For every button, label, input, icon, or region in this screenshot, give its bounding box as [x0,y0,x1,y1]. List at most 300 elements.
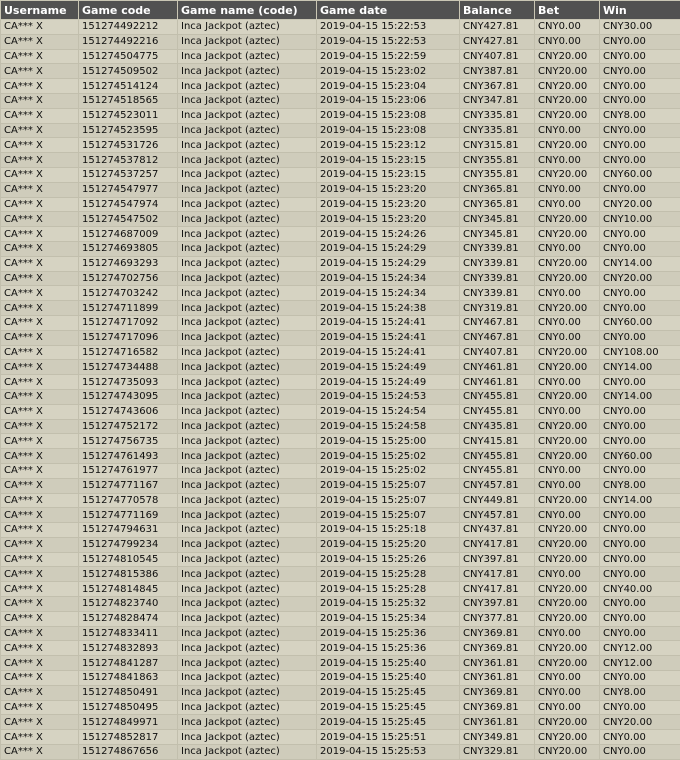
game-code-cell: 151274693805 [79,241,178,256]
bet-cell: CNY0.00 [535,315,600,330]
username-cell: CA*** X [1,537,79,552]
table-row [1,286,680,301]
bet-cell: CNY0.00 [535,685,600,700]
game-name-cell: Inca Jackpot (aztec) [178,641,317,656]
game-code-cell: 151274711899 [79,301,178,316]
bet-cell: CNY0.00 [535,567,600,582]
bet-cell: CNY0.00 [535,700,600,715]
table-row [1,153,680,168]
game-name-cell: Inca Jackpot (aztec) [178,700,317,715]
username-cell: CA*** X [1,730,79,745]
table-row [1,271,680,286]
table-header [1,1,680,20]
game-name-cell: Inca Jackpot (aztec) [178,389,317,404]
bet-cell: CNY20.00 [535,256,600,271]
bet-cell: CNY20.00 [535,745,600,760]
table-row [1,715,680,730]
table-row [1,20,680,35]
win-cell: CNY60.00 [600,449,680,464]
game-name-cell: Inca Jackpot (aztec) [178,93,317,108]
game-date-cell: 2019-04-15 15:25:20 [317,537,460,552]
column-header-game-date[interactable]: Game date [317,1,460,20]
game-date-cell: 2019-04-15 15:25:28 [317,582,460,597]
win-cell: CNY0.00 [600,182,680,197]
game-name-cell: Inca Jackpot (aztec) [178,241,317,256]
game-date-cell: 2019-04-15 15:23:02 [317,64,460,79]
game-name-cell: Inca Jackpot (aztec) [178,611,317,626]
win-cell: CNY0.00 [600,626,680,641]
table-row [1,671,680,686]
balance-cell: CNY347.81 [460,93,535,108]
balance-cell: CNY461.81 [460,375,535,390]
game-date-cell: 2019-04-15 15:25:45 [317,715,460,730]
table-row [1,582,680,597]
username-cell: CA*** X [1,611,79,626]
win-cell: CNY0.00 [600,508,680,523]
bet-cell: CNY0.00 [535,241,600,256]
username-cell: CA*** X [1,493,79,508]
game-code-cell: 151274547974 [79,197,178,212]
game-code-cell: 151274509502 [79,64,178,79]
table-row [1,34,680,49]
game-date-cell: 2019-04-15 15:25:32 [317,597,460,612]
balance-cell: CNY315.81 [460,138,535,153]
game-code-cell: 151274735093 [79,375,178,390]
bet-cell: CNY20.00 [535,93,600,108]
balance-cell: CNY387.81 [460,64,535,79]
username-cell: CA*** X [1,49,79,64]
game-name-cell: Inca Jackpot (aztec) [178,64,317,79]
game-date-cell: 2019-04-15 15:24:34 [317,286,460,301]
game-code-cell: 151274716582 [79,345,178,360]
game-date-cell: 2019-04-15 15:23:06 [317,93,460,108]
game-date-cell: 2019-04-15 15:25:51 [317,730,460,745]
game-code-cell: 151274828474 [79,611,178,626]
game-code-cell: 151274852817 [79,730,178,745]
win-cell: CNY0.00 [600,597,680,612]
win-cell: CNY0.00 [600,404,680,419]
table-row [1,419,680,434]
table-row [1,375,680,390]
table-row [1,167,680,182]
win-cell: CNY0.00 [600,286,680,301]
username-cell: CA*** X [1,449,79,464]
game-code-cell: 151274815386 [79,567,178,582]
username-cell: CA*** X [1,330,79,345]
bet-cell: CNY20.00 [535,656,600,671]
game-date-cell: 2019-04-15 15:25:26 [317,552,460,567]
game-code-cell: 151274867656 [79,745,178,760]
game-name-cell: Inca Jackpot (aztec) [178,419,317,434]
table-row [1,360,680,375]
game-name-cell: Inca Jackpot (aztec) [178,360,317,375]
win-cell: CNY14.00 [600,389,680,404]
win-cell: CNY0.00 [600,552,680,567]
win-cell: CNY40.00 [600,582,680,597]
win-cell: CNY0.00 [600,138,680,153]
win-cell: CNY0.00 [600,153,680,168]
game-code-cell: 151274850495 [79,700,178,715]
bet-cell: CNY20.00 [535,138,600,153]
bet-cell: CNY0.00 [535,508,600,523]
bet-cell: CNY20.00 [535,108,600,123]
game-name-cell: Inca Jackpot (aztec) [178,715,317,730]
balance-cell: CNY417.81 [460,537,535,552]
table-row [1,123,680,138]
game-date-cell: 2019-04-15 15:23:08 [317,108,460,123]
win-cell: CNY14.00 [600,256,680,271]
table-row [1,93,680,108]
bet-cell: CNY20.00 [535,227,600,242]
win-cell: CNY20.00 [600,271,680,286]
bet-cell: CNY20.00 [535,64,600,79]
username-cell: CA*** X [1,197,79,212]
game-date-cell: 2019-04-15 15:22:53 [317,34,460,49]
game-code-cell: 151274823740 [79,597,178,612]
balance-cell: CNY355.81 [460,167,535,182]
game-name-cell: Inca Jackpot (aztec) [178,449,317,464]
username-cell: CA*** X [1,79,79,94]
balance-cell: CNY369.81 [460,700,535,715]
game-name-cell: Inca Jackpot (aztec) [178,286,317,301]
game-code-cell: 151274537257 [79,167,178,182]
bet-cell: CNY20.00 [535,360,600,375]
balance-cell: CNY449.81 [460,493,535,508]
game-date-cell: 2019-04-15 15:24:38 [317,301,460,316]
username-cell: CA*** X [1,626,79,641]
game-date-cell: 2019-04-15 15:23:08 [317,123,460,138]
bet-cell: CNY20.00 [535,715,600,730]
game-date-cell: 2019-04-15 15:25:36 [317,641,460,656]
game-date-cell: 2019-04-15 15:24:26 [317,227,460,242]
username-cell: CA*** X [1,419,79,434]
win-cell: CNY0.00 [600,463,680,478]
username-cell: CA*** X [1,345,79,360]
column-header-bet[interactable]: Bet [535,1,600,20]
bet-cell: CNY0.00 [535,671,600,686]
column-header-game-name[interactable]: Game name (code) [178,1,317,20]
game-name-cell: Inca Jackpot (aztec) [178,20,317,35]
game-name-cell: Inca Jackpot (aztec) [178,79,317,94]
bet-cell: CNY0.00 [535,404,600,419]
username-cell: CA*** X [1,227,79,242]
bet-cell: CNY20.00 [535,167,600,182]
game-name-cell: Inca Jackpot (aztec) [178,434,317,449]
table-row [1,345,680,360]
balance-cell: CNY415.81 [460,434,535,449]
table-row [1,685,680,700]
table-row [1,108,680,123]
win-cell: CNY0.00 [600,700,680,715]
table-row [1,641,680,656]
game-date-cell: 2019-04-15 15:23:15 [317,167,460,182]
table-row [1,700,680,715]
bet-cell: CNY20.00 [535,301,600,316]
balance-cell: CNY361.81 [460,656,535,671]
bet-cell: CNY0.00 [535,626,600,641]
table-row [1,463,680,478]
column-header-win[interactable]: Win [600,1,680,20]
balance-cell: CNY339.81 [460,241,535,256]
username-cell: CA*** X [1,241,79,256]
username-cell: CA*** X [1,153,79,168]
game-code-cell: 151274687009 [79,227,178,242]
game-code-cell: 151274771169 [79,508,178,523]
win-cell: CNY20.00 [600,197,680,212]
game-code-cell: 151274547502 [79,212,178,227]
game-date-cell: 2019-04-15 15:25:40 [317,656,460,671]
bet-cell: CNY20.00 [535,49,600,64]
table-row [1,745,680,760]
win-cell: CNY0.00 [600,34,680,49]
bet-cell: CNY0.00 [535,153,600,168]
bet-cell: CNY20.00 [535,552,600,567]
game-date-cell: 2019-04-15 15:24:41 [317,345,460,360]
game-date-cell: 2019-04-15 15:23:04 [317,79,460,94]
win-cell: CNY14.00 [600,360,680,375]
game-name-cell: Inca Jackpot (aztec) [178,182,317,197]
username-cell: CA*** X [1,93,79,108]
game-name-cell: Inca Jackpot (aztec) [178,685,317,700]
game-name-cell: Inca Jackpot (aztec) [178,330,317,345]
table-row [1,182,680,197]
game-date-cell: 2019-04-15 15:23:12 [317,138,460,153]
table-row [1,389,680,404]
table-row [1,567,680,582]
bet-cell: CNY0.00 [535,123,600,138]
win-cell: CNY60.00 [600,315,680,330]
game-date-cell: 2019-04-15 15:25:18 [317,523,460,538]
bet-cell: CNY20.00 [535,345,600,360]
username-cell: CA*** X [1,301,79,316]
game-code-cell: 151274841287 [79,656,178,671]
game-date-cell: 2019-04-15 15:25:40 [317,671,460,686]
win-cell: CNY8.00 [600,108,680,123]
game-date-cell: 2019-04-15 15:23:20 [317,182,460,197]
game-name-cell: Inca Jackpot (aztec) [178,626,317,641]
win-cell: CNY0.00 [600,241,680,256]
balance-cell: CNY377.81 [460,611,535,626]
game-name-cell: Inca Jackpot (aztec) [178,478,317,493]
game-code-cell: 151274794631 [79,523,178,538]
table-row [1,552,680,567]
win-cell: CNY0.00 [600,567,680,582]
bet-cell: CNY20.00 [535,79,600,94]
win-cell: CNY0.00 [600,730,680,745]
balance-cell: CNY417.81 [460,567,535,582]
balance-cell: CNY397.81 [460,552,535,567]
win-cell: CNY0.00 [600,301,680,316]
game-code-cell: 151274850491 [79,685,178,700]
username-cell: CA*** X [1,700,79,715]
balance-cell: CNY455.81 [460,404,535,419]
balance-cell: CNY335.81 [460,108,535,123]
balance-cell: CNY467.81 [460,330,535,345]
balance-cell: CNY367.81 [460,79,535,94]
game-name-cell: Inca Jackpot (aztec) [178,656,317,671]
username-cell: CA*** X [1,463,79,478]
game-name-cell: Inca Jackpot (aztec) [178,256,317,271]
username-cell: CA*** X [1,567,79,582]
table-row [1,197,680,212]
username-cell: CA*** X [1,256,79,271]
table-row [1,301,680,316]
bet-cell: CNY0.00 [535,182,600,197]
win-cell: CNY0.00 [600,611,680,626]
table-row [1,79,680,94]
game-date-cell: 2019-04-15 15:24:49 [317,360,460,375]
game-name-cell: Inca Jackpot (aztec) [178,301,317,316]
win-cell: CNY0.00 [600,523,680,538]
bet-cell: CNY0.00 [535,34,600,49]
game-date-cell: 2019-04-15 15:25:34 [317,611,460,626]
game-code-cell: 151274734488 [79,360,178,375]
game-date-cell: 2019-04-15 15:24:29 [317,256,460,271]
username-cell: CA*** X [1,685,79,700]
game-date-cell: 2019-04-15 15:24:34 [317,271,460,286]
username-cell: CA*** X [1,582,79,597]
bet-cell: CNY20.00 [535,419,600,434]
username-cell: CA*** X [1,167,79,182]
game-name-cell: Inca Jackpot (aztec) [178,463,317,478]
header-row [1,1,680,20]
win-cell: CNY0.00 [600,49,680,64]
balance-cell: CNY361.81 [460,671,535,686]
game-code-cell: 151274841863 [79,671,178,686]
game-code-cell: 151274702756 [79,271,178,286]
balance-cell: CNY365.81 [460,197,535,212]
username-cell: CA*** X [1,20,79,35]
game-code-cell: 151274810545 [79,552,178,567]
column-header-game-code[interactable]: Game code [79,1,178,20]
game-code-cell: 151274717096 [79,330,178,345]
game-name-cell: Inca Jackpot (aztec) [178,227,317,242]
table-row [1,49,680,64]
game-date-cell: 2019-04-15 15:24:54 [317,404,460,419]
table-row [1,493,680,508]
username-cell: CA*** X [1,656,79,671]
game-name-cell: Inca Jackpot (aztec) [178,153,317,168]
win-cell: CNY0.00 [600,671,680,686]
game-code-cell: 151274492212 [79,20,178,35]
game-name-cell: Inca Jackpot (aztec) [178,493,317,508]
bet-cell: CNY20.00 [535,597,600,612]
win-cell: CNY0.00 [600,64,680,79]
game-name-cell: Inca Jackpot (aztec) [178,49,317,64]
game-name-cell: Inca Jackpot (aztec) [178,404,317,419]
game-name-cell: Inca Jackpot (aztec) [178,537,317,552]
game-code-cell: 151274523595 [79,123,178,138]
balance-cell: CNY461.81 [460,360,535,375]
username-cell: CA*** X [1,182,79,197]
table-row [1,523,680,538]
username-cell: CA*** X [1,671,79,686]
table-row [1,478,680,493]
game-date-cell: 2019-04-15 15:22:59 [317,49,460,64]
table-row [1,241,680,256]
column-header-username[interactable]: Username [1,1,79,20]
game-code-cell: 151274771167 [79,478,178,493]
game-code-cell: 151274799234 [79,537,178,552]
game-name-cell: Inca Jackpot (aztec) [178,567,317,582]
win-cell: CNY8.00 [600,478,680,493]
bet-cell: CNY0.00 [535,463,600,478]
username-cell: CA*** X [1,34,79,49]
win-cell: CNY0.00 [600,745,680,760]
bet-cell: CNY0.00 [535,197,600,212]
game-code-cell: 151274547977 [79,182,178,197]
game-name-cell: Inca Jackpot (aztec) [178,212,317,227]
game-code-cell: 151274761977 [79,463,178,478]
username-cell: CA*** X [1,315,79,330]
table-row [1,330,680,345]
game-date-cell: 2019-04-15 15:25:45 [317,700,460,715]
balance-cell: CNY319.81 [460,301,535,316]
username-cell: CA*** X [1,360,79,375]
game-date-cell: 2019-04-15 15:23:15 [317,153,460,168]
game-code-cell: 151274756735 [79,434,178,449]
game-code-cell: 151274832893 [79,641,178,656]
balance-cell: CNY457.81 [460,478,535,493]
game-code-cell: 151274833411 [79,626,178,641]
balance-cell: CNY457.81 [460,508,535,523]
table-row [1,434,680,449]
game-date-cell: 2019-04-15 15:25:07 [317,493,460,508]
game-date-cell: 2019-04-15 15:22:53 [317,20,460,35]
game-name-cell: Inca Jackpot (aztec) [178,730,317,745]
game-date-cell: 2019-04-15 15:25:36 [317,626,460,641]
win-cell: CNY20.00 [600,715,680,730]
balance-cell: CNY361.81 [460,715,535,730]
bet-cell: CNY20.00 [535,641,600,656]
balance-cell: CNY455.81 [460,463,535,478]
table-row [1,449,680,464]
bet-cell: CNY0.00 [535,375,600,390]
table-body [1,20,680,760]
game-date-cell: 2019-04-15 15:25:00 [317,434,460,449]
win-cell: CNY12.00 [600,656,680,671]
game-name-cell: Inca Jackpot (aztec) [178,671,317,686]
game-date-cell: 2019-04-15 15:25:53 [317,745,460,760]
column-header-balance[interactable]: Balance [460,1,535,20]
game-name-cell: Inca Jackpot (aztec) [178,745,317,760]
username-cell: CA*** X [1,123,79,138]
balance-cell: CNY437.81 [460,523,535,538]
balance-cell: CNY365.81 [460,182,535,197]
username-cell: CA*** X [1,434,79,449]
bet-cell: CNY20.00 [535,449,600,464]
game-name-cell: Inca Jackpot (aztec) [178,108,317,123]
win-cell: CNY0.00 [600,419,680,434]
balance-cell: CNY339.81 [460,286,535,301]
table-row [1,626,680,641]
balance-cell: CNY455.81 [460,389,535,404]
username-cell: CA*** X [1,597,79,612]
game-code-cell: 151274514124 [79,79,178,94]
game-date-cell: 2019-04-15 15:24:29 [317,241,460,256]
bet-cell: CNY20.00 [535,493,600,508]
table-row [1,138,680,153]
game-code-cell: 151274770578 [79,493,178,508]
username-cell: CA*** X [1,478,79,493]
game-code-cell: 151274531726 [79,138,178,153]
game-date-cell: 2019-04-15 15:24:58 [317,419,460,434]
username-cell: CA*** X [1,404,79,419]
table-row [1,537,680,552]
win-cell: CNY8.00 [600,685,680,700]
balance-cell: CNY435.81 [460,419,535,434]
bet-cell: CNY20.00 [535,212,600,227]
